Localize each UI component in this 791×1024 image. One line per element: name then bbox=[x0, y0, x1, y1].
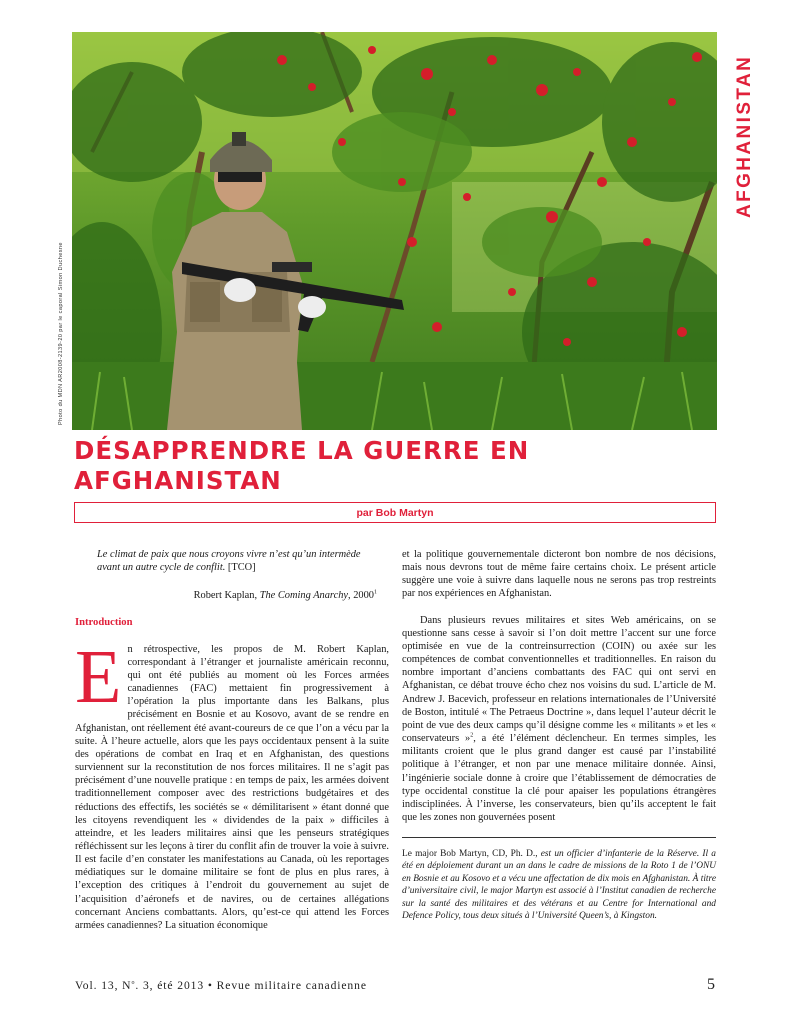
issue-no-sup: o bbox=[131, 980, 136, 987]
right-column bbox=[402, 548, 716, 932]
author-note-text: est un officier d’infanterie de la Réserve. Il a été en déploiement durant un an dans le cadre de missions de la Roto 1 de l’ONU en Bosnie et au Kosovo et a vécu une affectation de dix mois en Afghanistan. À titre d’universitaire civil, le major Martyn est associé à l’Institut canadien de recherche sur la santé des militaires et des vétérans et au Centre for International and Defence Policy, tous deux situés à l’Université Queen’s, à Kingston. bbox=[402, 848, 716, 922]
author-note-divider bbox=[402, 837, 716, 838]
photo-credit bbox=[58, 215, 68, 425]
author-note-lead: Le bbox=[402, 848, 412, 859]
epigraph-tag: [TCO] bbox=[227, 562, 256, 574]
byline-box bbox=[74, 502, 716, 523]
intro-paragraph bbox=[75, 634, 389, 932]
soldier-orchard-photo bbox=[72, 32, 717, 430]
right-paragraph-2 bbox=[402, 614, 716, 825]
page-footer bbox=[75, 976, 715, 995]
epigraph-author: Robert Kaplan, bbox=[193, 590, 260, 602]
epigraph-quote: Le climat de paix que nous croyons vivre n’est qu’un intermède avant un autre cycle de conflit. bbox=[97, 549, 361, 574]
epigraph-year: , 2000 bbox=[348, 590, 374, 602]
cover-photo bbox=[72, 32, 717, 430]
drop-cap: E bbox=[75, 634, 122, 719]
byline: par Bob Martyn bbox=[356, 507, 434, 519]
footnote-ref-2: 2 bbox=[470, 732, 474, 739]
issue-rest: . 3, été 2013 bbox=[135, 979, 205, 992]
left-column bbox=[75, 548, 389, 932]
epigraph bbox=[75, 548, 389, 602]
section-tab-label: AFGHANISTAN bbox=[734, 54, 755, 218]
footer-bullet: • bbox=[204, 979, 217, 992]
issue-info bbox=[75, 979, 367, 992]
epigraph-work: The Coming Anarchy bbox=[259, 590, 349, 602]
issue-vol: Vol. 13, N bbox=[75, 979, 132, 992]
photo-credit-text: Photo du MDN AR2008-2139-20 par le caporal Simon Duchesne bbox=[58, 242, 64, 425]
section-heading-introduction: Introduction bbox=[75, 617, 133, 629]
footnote-ref-1: 1 bbox=[374, 589, 377, 596]
right-paragraph-1: et la politique gouvernementale dicteront bon nombre de nos décisions, mais nous devrons tout de même faire certains choix. Le présent article suggère une voie à suivre dans laquelle nous ne serons pas trop restreints par nos expériences en Afghanistan. bbox=[402, 549, 716, 600]
article-title: DÉSAPPRENDRE LA GUERRE EN AFGHANISTAN bbox=[74, 436, 530, 495]
right-paragraph-2b: , a été l’élément déclencheur. En termes simples, les militants croient que le plus grand danger est causé par l’instabilité politique à l’étranger, et non par une menace militaire donnée. Ainsi, l’ingénierie sociale donne à croire que l’établissement de démocraties de type occidental constitue la clé pour apaiser les populations étrangères indisciplinées. À l’inverse, les conservateurs, bien qu’ils acceptent le fait que les zones non gouvernées posent bbox=[402, 733, 716, 823]
journal-name: Revue militaire canadienne bbox=[216, 979, 367, 992]
page-number: 5 bbox=[707, 976, 715, 993]
intro-text: n rétrospective, les propos de M. Robert Kaplan, correspondant à l’étranger et journaliste américain reconnu, qui ont été publiés au moment où les Forces armées canadiennes (FAC) mettaient fin progressivement à l’opération la plus importante dans les Balkans, plus précisément en Bosnie et au Kosovo, avant de se rendre en Afghanistan, ont réellement été avant-coureurs de ce que l’on a vécu par la suite. À l’heure actuelle, alors que les pays occidentaux pensent à la suite des opérations de combat en Iraq et en Afghanistan, des questions surviennent sur la reconstitution de nos forces militaires. Il ne s’agit pas précisément d’une nouvelle pratique : en temps de paix, les armées doivent traditionnellement composer avec des restrictions budgétaires et des réductions des effectifs, les sociétés se « démilitarisent » étant donné que les citoyens revendiquent les « dividendes de la paix » difficiles à atteindre, et les leaders militaires ainsi que les penseurs stratégiques réfléchissent sur les leçons à tirer du conflit afin de trouver la voie à suivre. Il est facile d’en constater les manifestations au Canada, où les reportages médiatiques sur le domaine militaire se font de plus en plus rares, à l’exception des critiques à l’endroit du gouvernement au sujet de l’acquisition d’aéronefs et de navires, ou de certaines allégations concernant Anciens combattants. Alors, qu’est-ce qui attend les Forces armées canadiennes? La situation économique bbox=[75, 643, 389, 931]
section-tab bbox=[734, 42, 758, 222]
right-paragraph-2a: Dans plusieurs revues militaires et sites Web américains, on se questionne sans cesse à savoir si l’on doit mettre l’accent sur une force optimisée en vue de la contreinsurrection (COIN) ou axée sur les compétences de combat conventionnelles et traditionnelles. En raison du nombre important d’anciens combattants des FAC qui ont servi en Afghanistan, ce débat trouve écho chez nos voisins du sud. L’article de M. Andrew J. Bacevich, professeur en relations internationales de l’Université de Boston, intitulé « The Petraeus Doctrine », dans lequel l’auteur décrit le point de vue des deux camps qu’il désigne comme les « militants » et les « conservateurs » bbox=[402, 614, 716, 745]
author-note-name: major Bob Martyn, CD, Ph. D., bbox=[411, 848, 541, 859]
author-note bbox=[402, 848, 716, 924]
